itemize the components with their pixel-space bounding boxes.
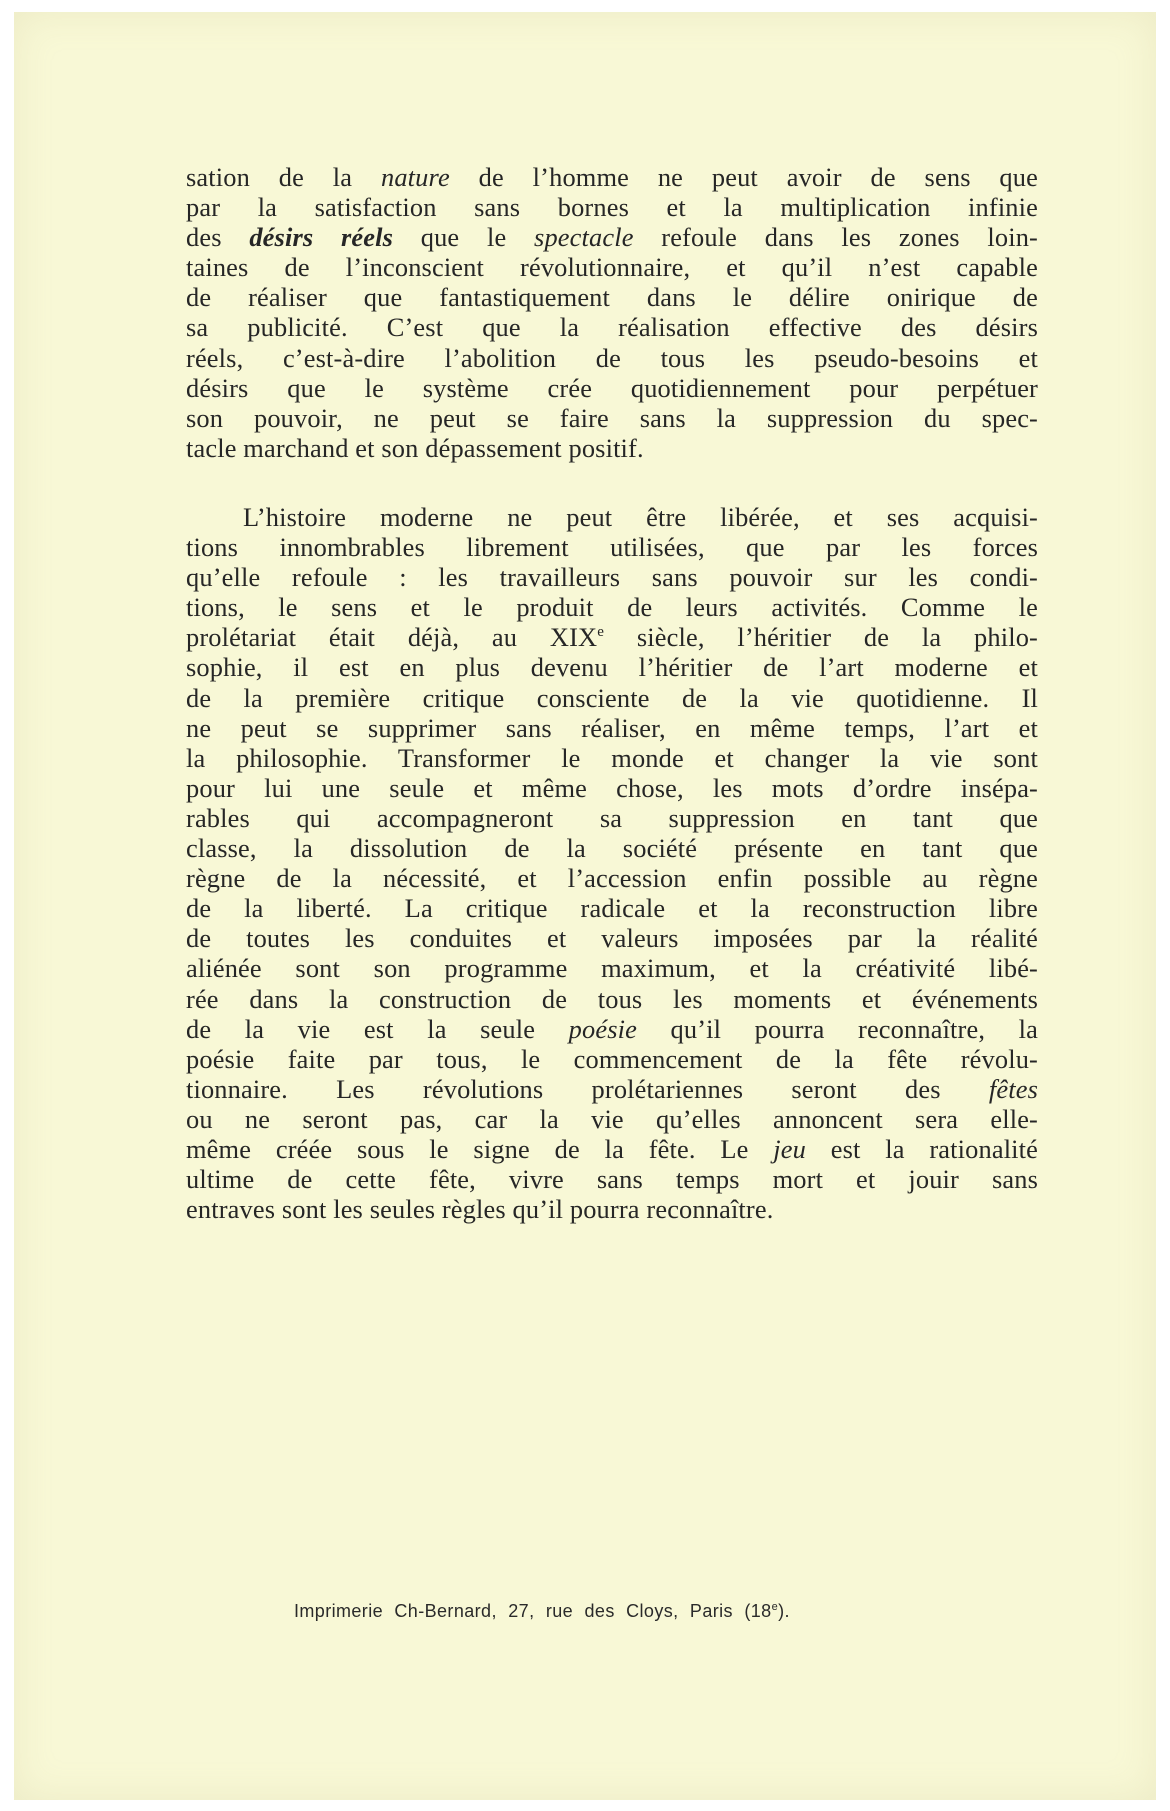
text-line — [186, 532, 1038, 562]
text-line — [186, 713, 1038, 743]
text-run: rée dans la construction de tous les moments et événements — [186, 983, 1038, 1014]
text-line — [186, 652, 1038, 682]
text-run: par la satisfaction sans bornes et la multiplication infinie — [186, 192, 1038, 223]
text-run: des — [186, 222, 250, 253]
text-line — [186, 622, 1038, 652]
text-run: ou ne seront pas, car la vie qu’elles annoncent sera elle- — [186, 1103, 1038, 1134]
text-line — [186, 743, 1038, 773]
text-run: réels, c’est-à-dire l’abolition de tous les pseudo-besoins et — [186, 342, 1038, 373]
text-run: prolétariat était déjà, au XIX — [186, 622, 598, 653]
text-line — [186, 562, 1038, 592]
text-line — [186, 282, 1038, 312]
text-line — [186, 343, 1038, 373]
text-run: siècle, l’héritier de la philo- — [604, 622, 1038, 653]
text-run: ultime de cette fête, vivre sans temps mort et jouir sans — [186, 1164, 1038, 1195]
text-line — [186, 1194, 1038, 1224]
text-run: de réaliser que fantastiquement dans le délire onirique de — [186, 282, 1038, 313]
text-line — [186, 373, 1038, 403]
text-run: de la première critique consciente de la vie quotidienne. Il — [186, 682, 1038, 713]
text-run: tionnaire. Les révolutions prolétariennes seront des — [186, 1073, 989, 1104]
text-line — [186, 893, 1038, 923]
text-line — [186, 683, 1038, 713]
text-run: de la liberté. La critique radicale et la reconstruction libre — [186, 893, 1038, 924]
imprint-superscript: e — [771, 1601, 779, 1613]
text-line — [186, 953, 1038, 983]
text-line — [186, 1104, 1038, 1134]
emphasis-text: spectacle — [534, 222, 634, 253]
text-line — [186, 433, 1038, 463]
text-run: entraves sont les seules règles qu’il pourra reconnaître. — [186, 1194, 774, 1225]
text-run: de la vie est la seule — [186, 1013, 569, 1044]
imprint-text: Imprimerie Ch-Bernard, 27, rue des Cloys, Paris (18 — [294, 1601, 772, 1621]
text-line — [186, 1014, 1038, 1044]
text-run: qu’il pourra reconnaître, la — [636, 1013, 1038, 1044]
text-line — [186, 312, 1038, 342]
text-line — [186, 592, 1038, 622]
text-line — [186, 162, 1038, 192]
text-line — [186, 1074, 1038, 1104]
text-run: rables qui accompagneront sa suppression en tant que — [186, 802, 1038, 833]
text-line — [186, 833, 1038, 863]
text-run: qu’elle refoule : les travailleurs sans pouvoir sur les condi- — [186, 562, 1038, 593]
text-run: ne peut se supprimer sans réaliser, en même temps, l’art et — [186, 712, 1038, 743]
text-run: même créée sous le signe de la fête. Le — [186, 1133, 774, 1164]
text-line — [186, 1134, 1038, 1164]
text-line — [186, 403, 1038, 433]
text-line — [186, 773, 1038, 803]
text-run: poésie faite par tous, le commencement de la fête révolu- — [186, 1043, 1038, 1074]
text-run: refoule dans les zones loin- — [633, 222, 1038, 253]
text-run: aliénée sont son programme maximum, et la créativité libé- — [186, 953, 1038, 984]
printer-imprint — [294, 1601, 934, 1622]
emphasis-text: fêtes — [988, 1073, 1038, 1104]
text-line — [186, 222, 1038, 252]
text-run: règne de la nécessité, et l’accession enfin possible au règne — [186, 863, 1038, 894]
imprint-tail: ). — [778, 1601, 790, 1621]
text-run: sa publicité. C’est que la réalisation effective des désirs — [186, 312, 1038, 343]
text-run: tacle marchand et son dépassement positif. — [186, 432, 644, 463]
text-run: désirs que le système crée quotidiennement pour perpétuer — [186, 372, 1038, 403]
text-run: est la rationalité — [805, 1133, 1038, 1164]
text-run: son pouvoir, ne peut se faire sans la suppression du spec- — [186, 402, 1038, 433]
emphasis-text: poésie — [568, 1013, 637, 1044]
text-run: la philosophie. Transformer le monde et changer la vie sont — [186, 742, 1038, 773]
superscript: e — [597, 624, 605, 641]
text-line — [186, 863, 1038, 893]
text-line — [186, 502, 1038, 532]
text-run: de l’homme ne peut avoir de sens que — [449, 162, 1038, 192]
text-run: sophie, il est en plus devenu l’héritier de l’art moderne et — [186, 652, 1038, 683]
text-line — [186, 923, 1038, 953]
emphasis-text: désirs réels — [249, 222, 394, 253]
text-line — [186, 984, 1038, 1014]
text-run: tions innombrables librement utilisées, que par les forces — [186, 532, 1038, 563]
text-run: de toutes les conduites et valeurs imposées par la réalité — [186, 923, 1038, 954]
emphasis-text: nature — [380, 162, 450, 192]
text-run: taines de l’inconscient révolutionnaire, et qu’il n’est capable — [186, 252, 1038, 283]
text-line — [186, 1044, 1038, 1074]
text-run: sation de la — [186, 162, 381, 192]
text-run: classe, la dissolution de la société présente en tant que — [186, 833, 1038, 864]
text-run: tions, le sens et le produit de leurs activités. Comme le — [186, 592, 1038, 623]
text-run: que le — [393, 222, 535, 253]
text-line — [186, 1164, 1038, 1194]
text-line — [186, 252, 1038, 282]
emphasis-text: jeu — [773, 1133, 806, 1164]
text-run: pour lui une seule et même chose, les mots d’ordre insépa- — [186, 772, 1038, 803]
paragraph-2 — [186, 502, 1038, 1224]
text-run: L’histoire moderne ne peut être libérée, et ses acquisi- — [243, 502, 1038, 532]
printed-page — [14, 12, 1156, 1800]
paragraph-1 — [186, 162, 1038, 463]
text-line — [186, 803, 1038, 833]
text-line — [186, 192, 1038, 222]
